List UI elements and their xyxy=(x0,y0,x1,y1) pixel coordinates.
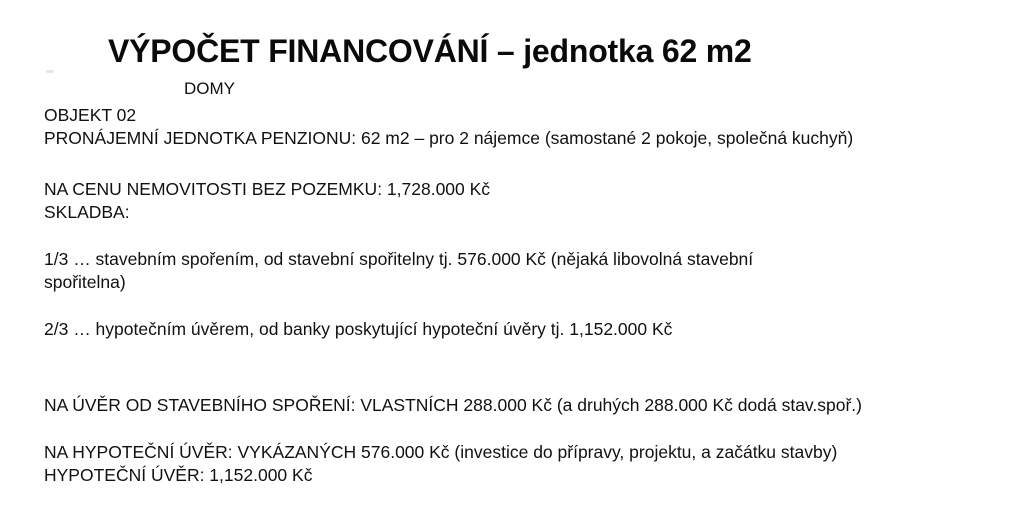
unit-description-line: PRONÁJEMNÍ JEDNOTKA PENZIONU: 62 m2 – pro 2 nájemce (samostané 2 pokoje, společná kuchyň) xyxy=(44,128,854,148)
mortgage-total-line: HYPOTEČNÍ ÚVĚR: 1,152.000 Kč xyxy=(44,465,313,485)
page-subtitle: DOMY xyxy=(184,79,235,98)
composition-label: SKLADBA: xyxy=(44,202,130,222)
building-savings-part-line-2: spořitelna) xyxy=(44,272,126,292)
object-line: OBJEKT 02 xyxy=(44,105,137,125)
mortgage-declared-funds-line: NA HYPOTEČNÍ ÚVĚR: VYKÁZANÝCH 576.000 Kč (investice do přípravy, projektu, a začátku stavby) xyxy=(44,442,838,462)
property-price-line: NA CENU NEMOVITOSTI BEZ POZEMKU: 1,728.000 Kč xyxy=(44,179,491,199)
scan-mark xyxy=(46,70,54,73)
building-savings-part-line-1: 1/3 … stavebním spořením, od stavební spořitelny tj. 576.000 Kč (nějaká libovolná stavební xyxy=(44,249,754,269)
savings-loan-own-funds-line: NA ÚVĚR OD STAVEBNÍHO SPOŘENÍ: VLASTNÍCH 288.000 Kč (a druhých 288.000 Kč dodá stav.spoř.) xyxy=(44,395,862,415)
page-title: VÝPOČET FINANCOVÁNÍ – jednotka 62 m2 xyxy=(108,33,752,69)
mortgage-part-line: 2/3 … hypotečním úvěrem, od banky poskytující hypoteční úvěry tj. 1,152.000 Kč xyxy=(44,319,673,339)
